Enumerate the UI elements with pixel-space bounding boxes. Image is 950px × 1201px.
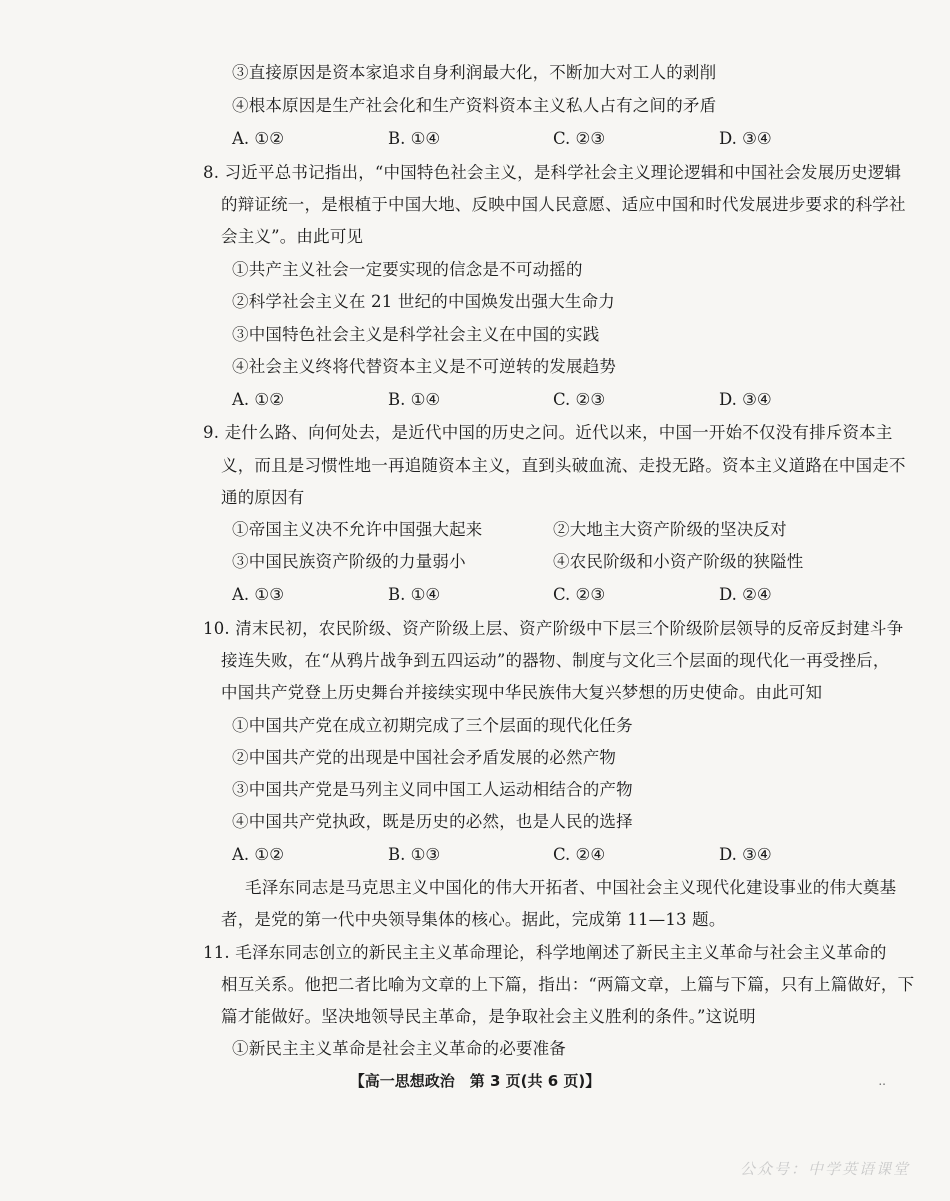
q7-option-b: B. ①④	[388, 129, 441, 148]
q11-statement-1: ①新民主主义革命是社会主义革命的必要准备	[232, 1039, 566, 1058]
q11-stem-line-3: 篇才能做好。坚决地领导民主革命，是争取社会主义胜利的条件。”这说明	[221, 1007, 756, 1026]
q10-statement-1: ①中国共产党在成立初期完成了三个层面的现代化任务	[232, 716, 633, 735]
q7-statement-4: ④根本原因是生产社会化和生产资料资本主义私人占有之间的矛盾	[232, 96, 717, 115]
q8-option-b: B. ①④	[388, 390, 441, 409]
q8-stem-line-2: 的辩证统一，是根植于中国大地、反映中国人民意愿、适应中国和时代发展进步要求的科学社	[221, 195, 906, 214]
q8-statement-4: ④社会主义终将代替资本主义是不可逆转的发展趋势	[232, 357, 617, 376]
q8-statement-1: ①共产主义社会一定要实现的信念是不可动摇的	[232, 260, 583, 279]
intro-line-1: 毛泽东同志是马克思主义中国化的伟大开拓者、中国社会主义现代化建设事业的伟大奠基	[245, 878, 897, 897]
q9-option-d: D. ②④	[719, 585, 772, 604]
q8-stem-line-3: 会主义”。由此可见	[221, 227, 364, 246]
q9-stem-line-1: 9. 走什么路、向何处去，是近代中国的历史之问。近代以来，中国一开始不仅没有排斥资本主	[203, 423, 893, 442]
q10-option-c: C. ②④	[553, 845, 606, 864]
q9-option-c: C. ②③	[553, 585, 606, 604]
q10-statement-2: ②中国共产党的出现是中国社会矛盾发展的必然产物	[232, 748, 617, 767]
q9-stem-line-2: 义，而且是习惯性地一再追随资本主义，直到头破血流、走投无路。资本主义道路在中国走不	[221, 456, 906, 475]
q9-statement-2: ②大地主大资产阶级的坚决反对	[553, 520, 787, 539]
q9-statement-1: ①帝国主义决不允许中国强大起来	[232, 520, 483, 539]
q9-statement-4: ④农民阶级和小资产阶级的狭隘性	[553, 552, 804, 571]
footer-dots: ..	[878, 1074, 886, 1088]
q7-option-d: D. ③④	[719, 129, 772, 148]
q8-statement-3: ③中国特色社会主义是科学社会主义在中国的实践	[232, 325, 600, 344]
watermark-text: 公众号：中学英语课堂	[739, 1160, 910, 1178]
q9-statement-3: ③中国民族资产阶级的力量弱小	[232, 552, 466, 571]
q8-option-a: A. ①②	[232, 390, 284, 409]
q11-stem-line-2: 相互关系。他把二者比喻为文章的上下篇，指出：“两篇文章，上篇与下篇，只有上篇做好，下	[221, 975, 915, 994]
page-footer: 【高一思想政治 第 3 页(共 6 页)】	[349, 1072, 601, 1090]
q7-option-c: C. ②③	[553, 129, 606, 148]
q10-stem-line-1: 10. 清末民初，农民阶级、资产阶级上层、资产阶级中下层三个阶级阶层领导的反帝反封建斗争	[203, 619, 904, 638]
q10-statement-4: ④中国共产党执政，既是历史的必然，也是人民的选择	[232, 812, 633, 831]
q10-option-b: B. ①③	[388, 845, 441, 864]
q10-option-d: D. ③④	[719, 845, 772, 864]
q7-option-a: A. ①②	[232, 129, 284, 148]
intro-line-2: 者，是党的第一代中央领导集体的核心。据此，完成第 11—13 题。	[221, 910, 726, 929]
q7-statement-3: ③直接原因是资本家追求自身利润最大化，不断加大对工人的剥削	[232, 63, 717, 82]
q9-option-a: A. ①③	[232, 585, 284, 604]
q10-statement-3: ③中国共产党是马列主义同中国工人运动相结合的产物	[232, 780, 633, 799]
q10-stem-line-3: 中国共产党登上历史舞台并接续实现中华民族伟大复兴梦想的历史使命。由此可知	[221, 683, 823, 702]
q9-stem-line-3: 通的原因有	[221, 488, 305, 507]
q8-option-d: D. ③④	[719, 390, 772, 409]
q8-option-c: C. ②③	[553, 390, 606, 409]
q8-statement-2: ②科学社会主义在 21 世纪的中国焕发出强大生命力	[232, 292, 615, 311]
q10-option-a: A. ①②	[232, 845, 284, 864]
q8-stem-line-1: 8. 习近平总书记指出，“中国特色社会主义，是科学社会主义理论逻辑和中国社会发展历史逻辑	[203, 163, 902, 182]
q9-option-b: B. ①④	[388, 585, 441, 604]
q10-stem-line-2: 接连失败，在“从鸦片战争到五四运动”的器物、制度与文化三个层面的现代化一再受挫后，	[221, 651, 890, 670]
q11-stem-line-1: 11. 毛泽东同志创立的新民主主义革命理论，科学地阐述了新民主主义革命与社会主义革命的	[203, 943, 887, 962]
